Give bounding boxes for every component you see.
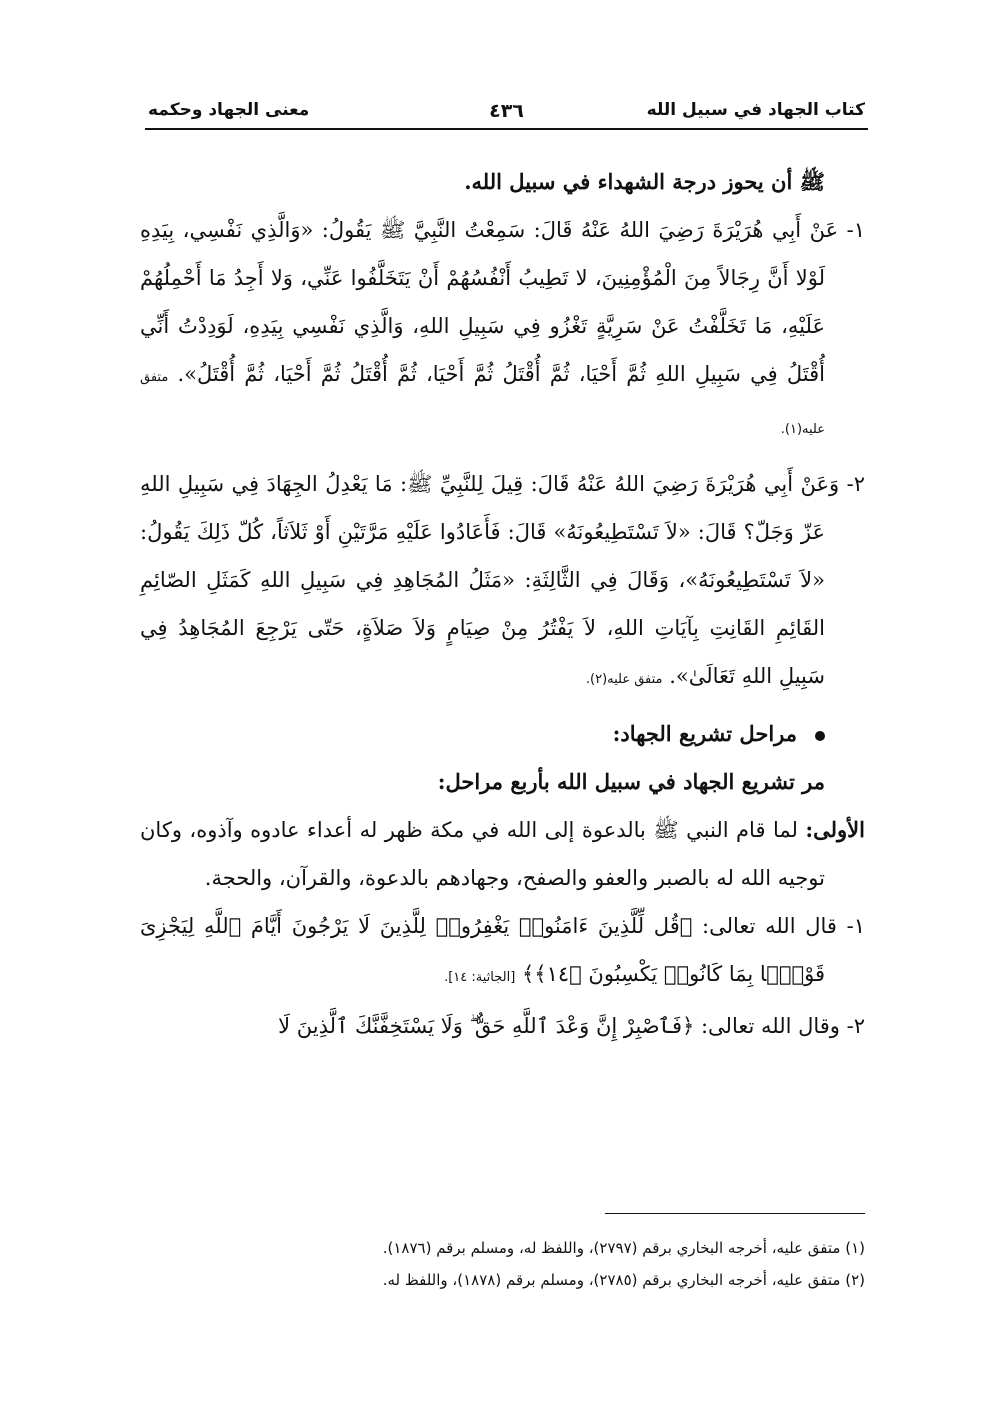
hadith-1-text: ١- عَنْ أَبِي هُرَيْرَةَ رَضِيَ اللهُ عَنْهُ قَالَ: سَمِعْتُ النَّبِيَّ ﷺ يَقُولُ: «وَالَّذِي نَفْسِي، بِيَدِهِ لَوْلا أَنَّ رِجَالاً مِنَ الْمُؤْمِنِينَ، لا تَطِيبُ أَنْفُسُهُمْ أَنْ يَتَخَلَّفُوا عَنِّي، وَلا أَجِدُ مَا أَحْمِلُهُمْ عَلَيْهِ، مَا تَخَلَّفْتُ عَنْ سَرِيَّةٍ تَغْزُو فِي سَبِيلِ اللهِ، وَالَّذِي نَفْسِي بِيَدِهِ، لَوَدِدْتُ أَنِّي أُقْتَلُ فِي سَبِيلِ اللهِ ثُمَّ أَحْيَا، ثُمَّ أُقْتَلُ ثُمَّ أَحْيَا، ثُمَّ أُقْتَلُ ثُمَّ أَحْيَا، ثُمَّ أُقْتَلُ». [140,218,865,386]
footnote-2: (٢) متفق عليه، أخرجه البخاري برقم (٢٧٨٥)، ومسلم برقم (١٨٧٨)، واللفظ له. [382,1271,865,1289]
footnote-divider [605,1213,865,1214]
section-heading-text: مراحل تشريع الجهاد: [612,721,797,746]
verse-2: ٢- وقال الله تعالى: ﴿فَٱصْبِرْ إِنَّ وَعْدَ ٱللَّهِ حَقٌّ ۖ وَلَا يَسْتَخِفَّنَّكَ ٱلَّذِينَ لَا [278,1014,865,1038]
header-divider [145,128,868,130]
section-intro: مر تشريع الجهاد في سبيل الله بأربع مراحل: [437,769,825,794]
hadith-1 [140,206,865,454]
section-heading [140,710,865,758]
stage-1 [140,806,865,902]
stage-1-label: الأولى: [805,817,865,842]
footnotes [140,1232,865,1296]
verse-1 [140,902,865,1002]
intro-line: ﷺ أن يحوز درجة الشهداء في سبيل الله. [464,169,825,194]
page-number: ٤٣٦ [489,100,524,122]
hadith-2 [140,460,865,704]
header-book-title: كتاب الجهاد في سبيل الله [646,100,865,120]
hadith-1-note: متفق عليه(١). [140,370,825,437]
footnote-1: (١) متفق عليه، أخرجه البخاري برقم (٢٧٩٧)، واللفظ له، ومسلم برقم (١٨٧٦). [382,1239,865,1257]
header-chapter-title: معنى الجهاد وحكمه [148,100,310,120]
page-body [140,158,865,1050]
verse-1-text: ١- قال الله تعالى: ﴿قُل لِّلَّذِينَ ءَامَنُوا۟ يَغْفِرُوا۟ لِلَّذِينَ لَا يَرْجُونَ أَيَّامَ ٱللَّهِ لِيَجْزِىَ قَوْمًۢا بِمَا كَانُوا۟ يَكْسِبُونَ ﴿١٤﴾﴾ [140,914,865,986]
verse-1-ref: [الجاثية: ١٤]. [444,970,516,985]
stage-1-text: لما قام النبي ﷺ بالدعوة إلى الله في مكة ظهر له أعداء عادوه وآذوه، وكان توجيه الله له بالصبر والعفو والصفح، وجهادهم بالدعوة، والقرآن، والحجة. [140,818,825,890]
bullet-icon [815,731,825,741]
hadith-2-text: ٢- وَعَنْ أَبِي هُرَيْرَةَ رَضِيَ اللهُ عَنْهُ قَالَ: قِيلَ لِلنَّبِيِّ ﷺ: مَا يَعْدِلُ الجِهَادَ فِي سَبِيلِ اللهِ عَزّ وَجَلّ؟ قَالَ: «لاَ تَسْتَطِيعُونَهُ» قَالَ: فَأَعَادُوا عَلَيْهِ مَرَّتَيْنِ أَوْ ثَلاَثاً، كُلّ ذَلِكَ يَقُولُ: «لاَ تَسْتَطِيعُونَهُ»، وَقَالَ فِي الثَّالِثَةِ: «مَثَلُ المُجَاهِدِ فِي سَبِيلِ اللهِ كَمَثَلِ الصّائِمِ القَائِمِ القَانِتِ بِآيَاتِ اللهِ، لاَ يَفْتُرُ مِنْ صِيَامٍ وَلاَ صَلاَةٍ، حَتّى يَرْجِعَ المُجَاهِدُ فِي سَبِيلِ اللهِ تَعَالَىٰ». [140,472,865,688]
hadith-2-note: متفق عليه(٢). [585,672,663,687]
